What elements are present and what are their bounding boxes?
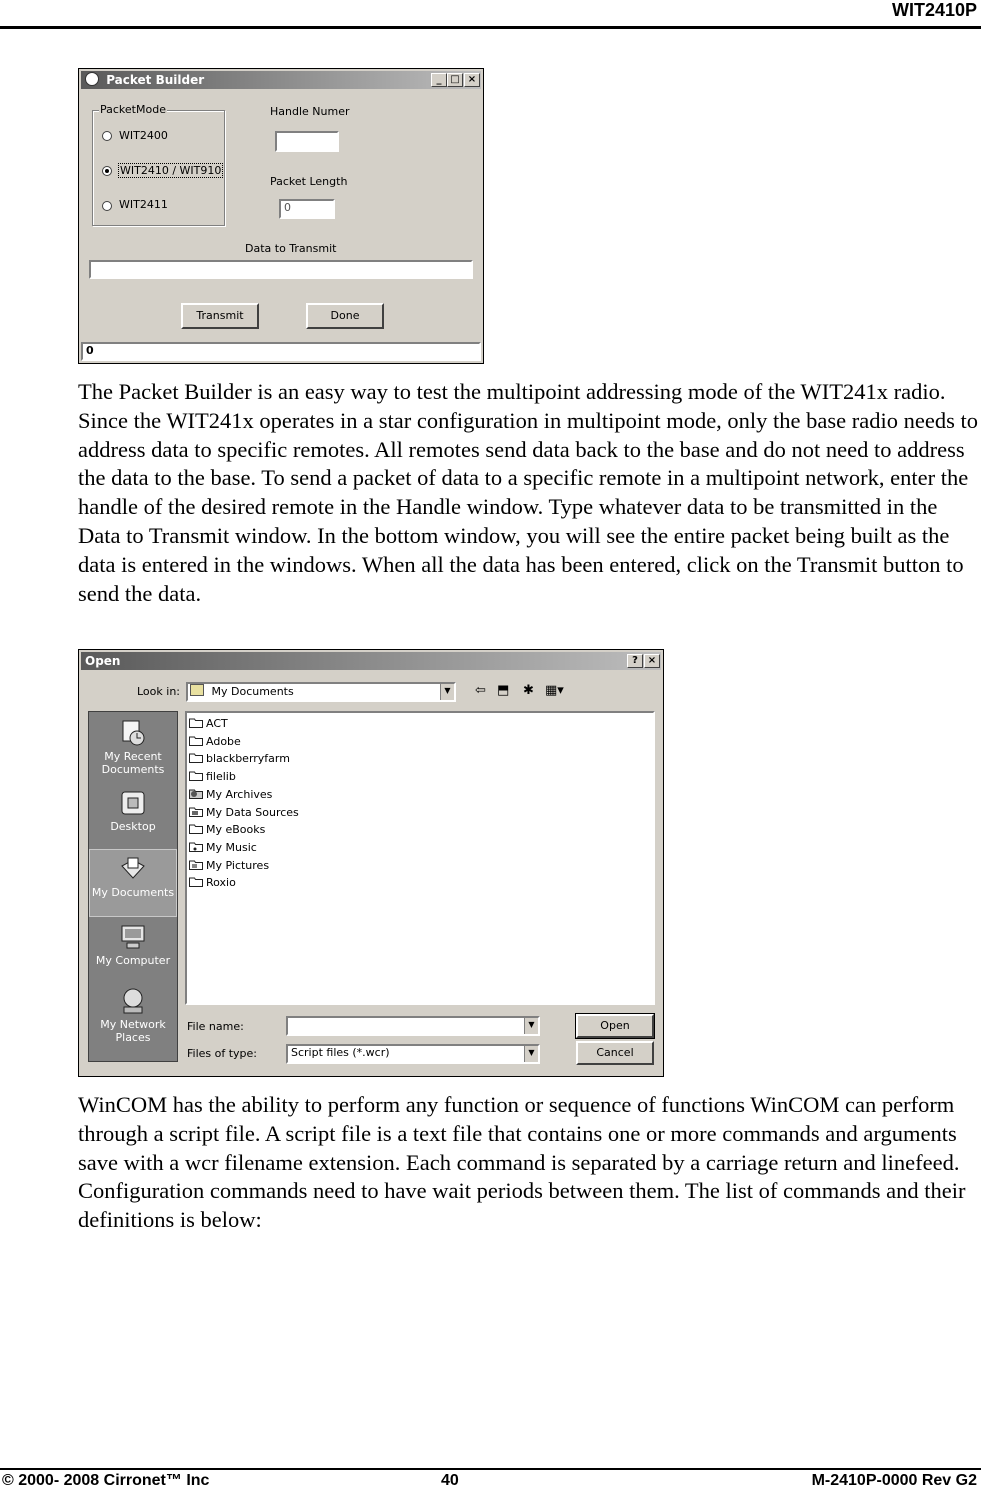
footer-page-number: 40 bbox=[441, 1472, 459, 1489]
packet-builder-title: Packet Builder bbox=[106, 73, 205, 87]
data-to-transmit-label: Data to Transmit bbox=[245, 242, 337, 255]
app-icon bbox=[85, 72, 99, 86]
new-folder-icon[interactable]: ✱ bbox=[523, 683, 534, 698]
back-icon[interactable]: ⇦ bbox=[475, 683, 486, 698]
view-menu-icon[interactable]: ▦▾ bbox=[545, 683, 564, 698]
list-item[interactable]: filelib bbox=[189, 768, 236, 785]
packet-mode-label: PacketMode bbox=[100, 103, 166, 116]
folder-icon bbox=[189, 735, 203, 746]
minimize-icon[interactable]: _ bbox=[431, 73, 447, 87]
place-my-computer[interactable]: My Computer bbox=[89, 922, 177, 967]
recent-documents-icon bbox=[118, 718, 148, 748]
list-item[interactable]: ACT bbox=[189, 715, 228, 732]
place-network[interactable]: My Network Places bbox=[89, 986, 177, 1044]
file-type-label: Files of type: bbox=[187, 1047, 258, 1060]
list-item[interactable]: Roxio bbox=[189, 874, 236, 891]
close-icon[interactable]: × bbox=[644, 654, 660, 668]
my-documents-small-icon bbox=[190, 684, 204, 696]
footer-rule bbox=[0, 1468, 981, 1470]
folder-icon bbox=[189, 770, 203, 781]
list-item[interactable]: My Data Sources bbox=[189, 804, 299, 821]
file-name-label: File name: bbox=[187, 1020, 244, 1033]
archive-folder-icon bbox=[189, 788, 203, 799]
paragraph-script-files: WinCOM has the ability to perform any function or sequence of functions WinCOM can perform through a script file. A script file is a text file that contains one or more commands and arguments save with a wcr filename extension. Each command is separated by a carriage return and linefeed. Configuration commands need to have wait periods between them. The list of commands and their definitions is below: bbox=[78, 1092, 966, 1233]
place-recent-documents[interactable]: My Recent Documents bbox=[89, 718, 177, 776]
network-places-icon bbox=[118, 986, 148, 1016]
footer-doc-id: M-2410P-0000 Rev G2 bbox=[811, 1472, 977, 1489]
mode-radio-wit2411[interactable] bbox=[102, 201, 112, 211]
list-item[interactable]: My Archives bbox=[189, 786, 272, 803]
header-rule bbox=[0, 26, 981, 29]
special-folder-icon bbox=[189, 823, 203, 834]
mode-radio-wit2400[interactable] bbox=[102, 131, 112, 141]
mode-radio-wit2410[interactable] bbox=[102, 166, 112, 176]
packet-builder-titlebar bbox=[81, 71, 481, 89]
packet-length-label: Packet Length bbox=[270, 175, 348, 188]
my-documents-icon bbox=[118, 854, 148, 884]
list-item[interactable]: My Pictures bbox=[189, 857, 269, 874]
list-item[interactable]: My Music bbox=[189, 839, 257, 856]
header-title: WIT2410P bbox=[891, 0, 977, 20]
list-item[interactable]: blackberryfarm bbox=[189, 750, 290, 767]
mode-label-wit2410: WIT2410 / WIT910 bbox=[120, 164, 222, 177]
desktop-icon bbox=[118, 788, 148, 818]
packet-length-field[interactable]: 0 bbox=[279, 199, 335, 219]
packet-builder-window bbox=[78, 68, 484, 364]
music-folder-icon bbox=[189, 841, 203, 852]
place-desktop[interactable]: Desktop bbox=[89, 788, 177, 833]
chevron-down-icon[interactable]: ▼ bbox=[524, 1018, 538, 1034]
maximize-icon[interactable]: □ bbox=[447, 73, 463, 87]
list-item[interactable]: Adobe bbox=[189, 733, 241, 750]
my-computer-icon bbox=[118, 922, 148, 952]
places-bar bbox=[88, 711, 178, 1062]
data-to-transmit-input[interactable] bbox=[89, 260, 473, 279]
list-item[interactable]: My eBooks bbox=[189, 821, 265, 838]
open-dialog bbox=[78, 649, 664, 1077]
look-in-label: Look in: bbox=[137, 685, 180, 698]
file-name-input[interactable] bbox=[286, 1016, 540, 1036]
paragraph-packet-builder: The Packet Builder is an easy way to test the multipoint addressing mode of the WIT241x radio. Since the WIT241x operates in a star configuration in multipoint mode, only the base radio needs to address data to specific remotes. All remotes send data back to the base and do not need to address the data to the base. To send a packet of data to a specific remote in a multipoint network, enter the handle of the desired remote in the Handle window. Type whatever data to be transmitted in the Data to Transmit window. In the bottom window, you will see the entire packet being built as the data is entered in the windows. When all the data has been entered, click on the Transmit button to send the data. bbox=[78, 379, 978, 606]
chevron-down-icon[interactable]: ▼ bbox=[440, 684, 454, 700]
packet-mode-group bbox=[92, 103, 225, 226]
look-in-value: My Documents bbox=[211, 685, 294, 698]
up-folder-icon[interactable]: ⬒ bbox=[497, 683, 510, 698]
handle-label: Handle Numer bbox=[270, 105, 350, 118]
file-list[interactable] bbox=[185, 711, 655, 1005]
place-my-documents[interactable]: My Documents bbox=[89, 849, 177, 917]
handle-input[interactable] bbox=[275, 131, 339, 152]
footer-copyright: © 2000- 2008 Cirronet™ Inc bbox=[2, 1472, 210, 1489]
folder-icon bbox=[189, 717, 203, 728]
mode-label-wit2400: WIT2400 bbox=[119, 129, 168, 142]
data-sources-folder-icon bbox=[189, 806, 203, 817]
open-dialog-titlebar bbox=[81, 652, 661, 670]
pictures-folder-icon bbox=[189, 859, 203, 870]
cancel-button[interactable]: Cancel bbox=[576, 1041, 654, 1065]
mode-label-wit2411: WIT2411 bbox=[119, 198, 168, 211]
transmit-button[interactable]: Transmit bbox=[181, 303, 259, 329]
open-dialog-title: Open bbox=[85, 654, 121, 668]
close-icon[interactable]: × bbox=[464, 73, 480, 87]
folder-icon bbox=[189, 752, 203, 763]
help-icon[interactable]: ? bbox=[627, 654, 643, 668]
file-list-items bbox=[189, 715, 649, 895]
open-button[interactable]: Open bbox=[576, 1014, 654, 1038]
folder-icon bbox=[189, 876, 203, 887]
file-type-select[interactable]: Script files (*.wcr) ▼ bbox=[286, 1044, 540, 1064]
done-button[interactable]: Done bbox=[306, 303, 384, 329]
look-in-select[interactable] bbox=[186, 682, 456, 702]
packet-output-field: 0 bbox=[81, 342, 481, 361]
chevron-down-icon[interactable]: ▼ bbox=[524, 1046, 538, 1062]
